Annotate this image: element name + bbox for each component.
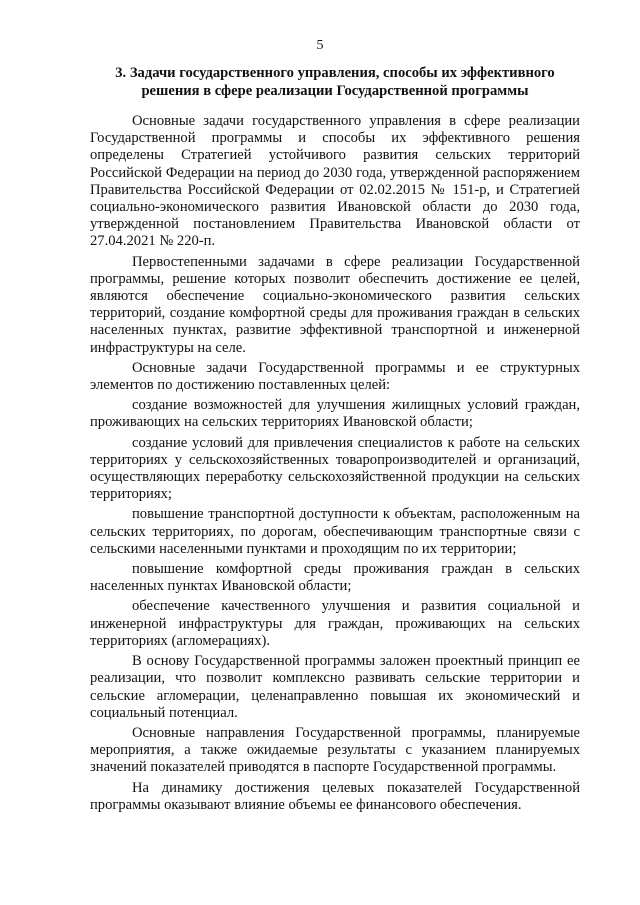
list-item-infrastructure: обеспечение качественного улучшения и развития социальной и инженерной инфраструктуры для граждан, проживающих на сельских территориях (агломерациях). xyxy=(90,598,580,649)
paragraph-strategy-basis: Основные задачи государственного управления в сфере реализации Государственной программы и способы их эффективного решения определены Стратегией устойчивого развития сельских территорий Российской Федерации на период до 2030 года, утвержденной распоряжением Правительства Российской Федерации от 02.02.2015 № 151-р, и Стратегией социально-экономического развития Ивановской области до 2030 года, утвержденной постановлением Правительства Ивановской области от 27.04.2021 № 220-п. xyxy=(90,113,580,250)
paragraph-main-directions: Основные направления Государственной программы, планируемые мероприятия, а также ожидаемые результаты с указанием планируемых значений показателей приводятся в паспорте Государственной программы. xyxy=(90,724,580,776)
paragraph-primary-tasks: Первостепенными задачами в сфере реализации Государственной программы, решение которых позволит обеспечить достижение ее целей, являются обеспечение социально-экономического развития сельских территорий, создание комфортной среды для проживания граждан в сельских населенных пунктах, развитие эффективной транспортной и инженерной инфраструктуры на селе. xyxy=(90,253,580,356)
list-item-comfort: повышение комфортной среды проживания граждан в сельских населенных пунктах Ивановской области; xyxy=(90,561,580,595)
list-item-housing: создание возможностей для улучшения жилищных условий граждан, проживающих на сельских территориях Ивановской области; xyxy=(90,397,580,431)
paragraph-financing: На динамику достижения целевых показателей Государственной программы оказывают влияние объемы ее финансового обеспечения. xyxy=(90,779,580,813)
list-item-transport: повышение транспортной доступности к объектам, расположенным на сельских территориях, по дорогам, обеспечивающим транспортные связи с сельскими населенными пунктами и проходящим по их территории; xyxy=(90,506,580,557)
list-item-specialists: создание условий для привлечения специалистов к работе на сельских территориях у сельскохозяйственных товаропроизводителей и организаций, осуществляющих переработку сельскохозяйственной продукции на сельских территориях; xyxy=(90,434,580,503)
document-body xyxy=(90,113,580,817)
paragraph-tasks-intro: Основные задачи Государственной программы и ее структурных элементов по достижению поставленных целей: xyxy=(90,359,580,394)
page-number: 5 xyxy=(316,38,324,53)
paragraph-project-principle: В основу Государственной программы заложен проектный принцип ее реализации, что позволит комплексно развивать сельские территории и сельские агломерации, целенаправленно повышая их экономический и социальный потенциал. xyxy=(90,653,580,721)
section-heading: 3. Задачи государственного управления, способы их эффективного решения в сфере реализации Государственной программы xyxy=(115,65,555,99)
